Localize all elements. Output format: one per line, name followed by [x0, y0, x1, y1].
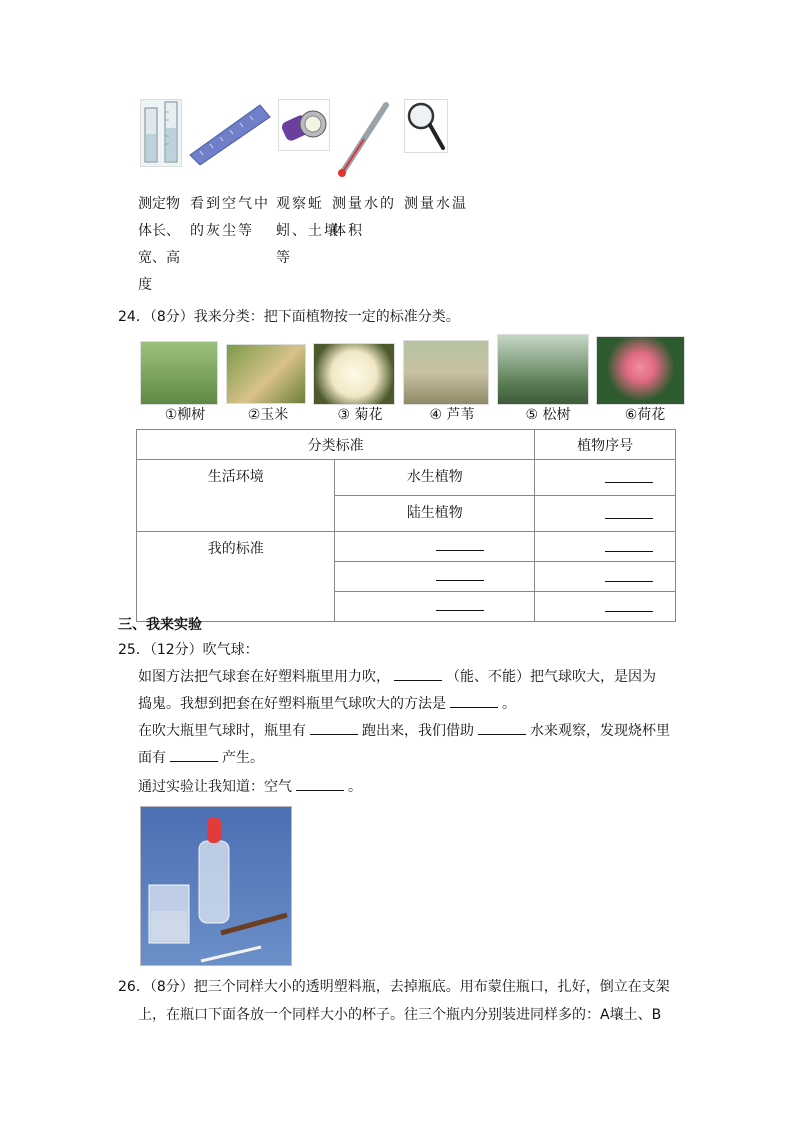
my-standard-2[interactable] [335, 562, 535, 592]
plant-label-1: ①柳树 [164, 407, 206, 423]
classification-table [136, 429, 676, 622]
answer-water[interactable] [535, 460, 676, 496]
tool-caption-thermometer: 测量水温 [404, 196, 468, 212]
answer-land[interactable] [535, 496, 676, 532]
q25-line2: 捣鬼。我想到把套在好塑料瓶里气球吹大的方法是 。 [138, 691, 516, 717]
blank-help[interactable] [478, 720, 526, 735]
blank-produce[interactable] [170, 747, 218, 762]
q25-line1: 如图方法把气球套在好塑料瓶里用力吹， （能、不能）把气球吹大，是因为 [138, 664, 656, 690]
answer-mine-1[interactable] [535, 532, 676, 562]
corn-image [226, 344, 306, 404]
row-water: 水生植物 [335, 460, 535, 496]
pine-image [497, 334, 589, 405]
ruler-image [186, 99, 272, 165]
plant-label-4: ④ 芦苇 [429, 407, 475, 423]
q26-line1: 26．（8分）把三个同样大小的透明塑料瓶，去掉瓶底。用布蒙住瓶口，扎好，倒立在支架 [118, 979, 670, 995]
q25-line3: 在吹大瓶里气球时，瓶里有 跑出来，我们借助 水来观察，发现烧杯里 [138, 718, 670, 744]
blank-method[interactable] [450, 693, 498, 708]
plant-label-2: ②玉米 [247, 407, 289, 423]
q25-line4: 面有 产生。 [138, 745, 264, 771]
header-number: 植物序号 [535, 430, 676, 460]
reed-image [403, 340, 489, 405]
answer-mine-3[interactable] [535, 592, 676, 622]
q25-line5: 通过实验让我知道：空气 。 [138, 774, 362, 800]
flashlight-image [278, 99, 330, 151]
measuring-cylinder-image [140, 99, 182, 167]
tool-caption-cylinder: 测量水的 体积 [332, 196, 396, 239]
magnifier-image [404, 99, 448, 153]
q24-title: 24．（8分）我来分类：把下面植物按一定的标准分类。 [118, 309, 460, 325]
tool-caption-magnifier: 观察蚯 蚓、土壤 等 [276, 196, 340, 266]
thermometer-image [334, 99, 392, 179]
willow-image [140, 341, 218, 405]
row-env: 生活环境 [137, 460, 335, 532]
plant-label-5: ⑤ 松树 [525, 407, 571, 423]
lotus-image [596, 336, 685, 405]
answer-mine-2[interactable] [535, 562, 676, 592]
blank-can-cannot[interactable] [394, 666, 442, 681]
q26-line2: 上，在瓶口下面各放一个同样大小的杯子。往三个瓶内分别装进同样多的：A壤土、B [138, 1007, 662, 1023]
header-standard: 分类标准 [137, 430, 535, 460]
balloon-experiment-image [140, 806, 292, 966]
plant-label-6: ⑥荷花 [624, 407, 666, 423]
section-title: 三、我来实验 [118, 617, 202, 633]
row-mine: 我的标准 [137, 532, 335, 622]
q25-title: 25．（12分）吹气球： [118, 642, 259, 658]
plant-label-3: ③ 菊花 [337, 407, 383, 423]
my-standard-3[interactable] [335, 592, 535, 622]
blank-air[interactable] [296, 776, 344, 791]
my-standard-1[interactable] [335, 532, 535, 562]
blank-escape[interactable] [310, 720, 358, 735]
tool-caption-ruler: 测定物 体长、 宽、高 度 [138, 196, 180, 293]
row-land: 陆生植物 [335, 496, 535, 532]
chrysanthemum-image [313, 343, 395, 405]
tool-caption-flashlight: 看到空气中 的灰尘等 [190, 196, 270, 239]
